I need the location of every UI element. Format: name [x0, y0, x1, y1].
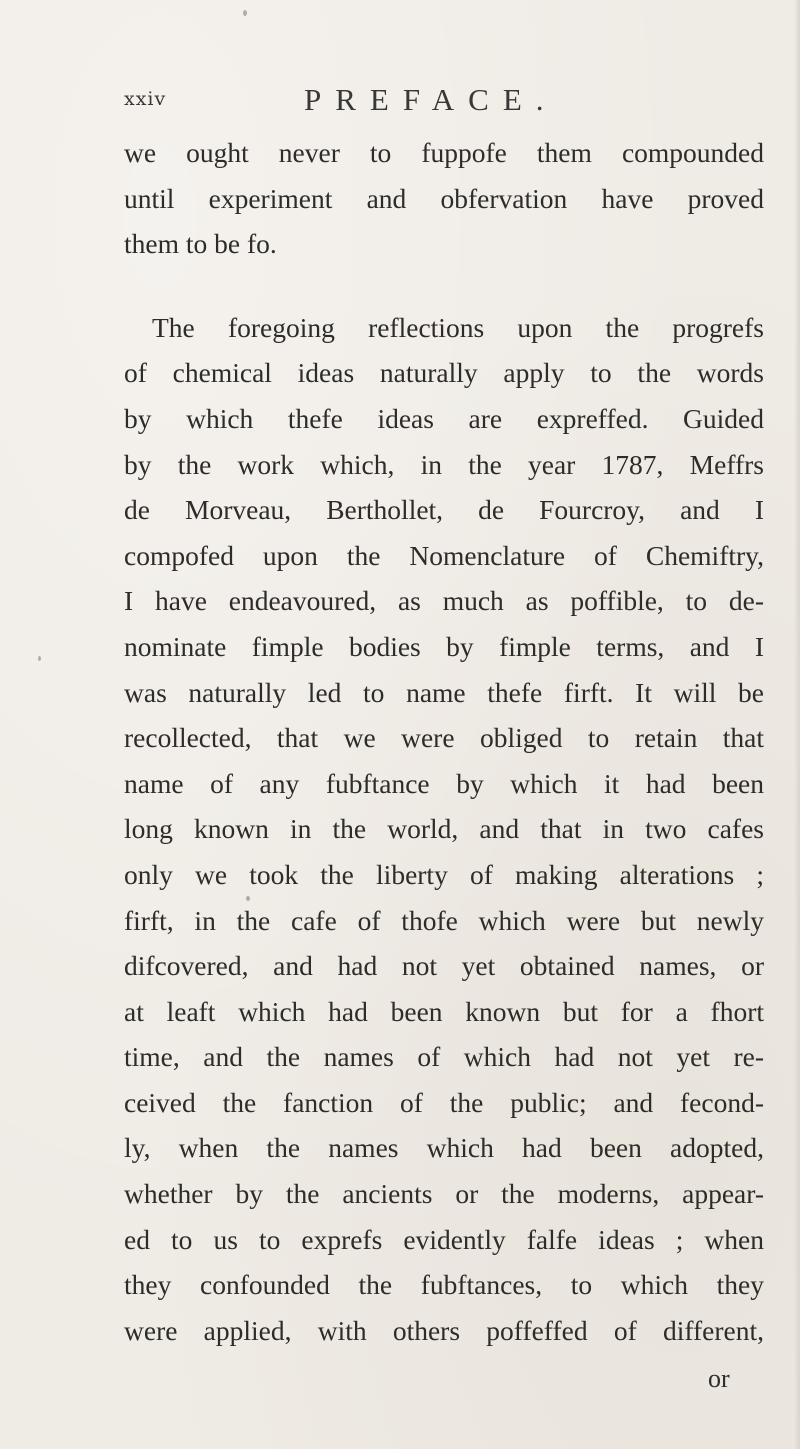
- text-line: we ought never to fuppofe them compounded: [124, 137, 764, 168]
- page-number: xxiv: [124, 88, 167, 110]
- paper-speck: [243, 10, 247, 16]
- body-text: [124, 130, 764, 1353]
- text-line: long known in the world, and that in two cafes: [124, 813, 764, 845]
- text-line: of chemical ideas naturally apply to the words: [124, 357, 764, 389]
- text-line: by the work which, in the year 1787, Meffrs: [124, 448, 764, 480]
- text-line: ed to us to exprefs evidently falfe ideas ; when: [124, 1223, 764, 1255]
- paragraph: [124, 130, 764, 267]
- text-line: name of any fubftance by which it had been: [124, 767, 764, 799]
- text-line: until experiment and obfervation have proved: [124, 182, 764, 214]
- text-line: The foregoing reflections upon the progrefs: [152, 311, 764, 343]
- text-line: firft, in the cafe of thofe which were but newly: [124, 904, 764, 936]
- paragraph-gap: [124, 267, 764, 305]
- paper-speck: [246, 896, 250, 901]
- text-line: compofed upon the Nomenclature of Chemiftry,: [124, 539, 764, 571]
- catchword: or: [708, 1364, 730, 1393]
- text-line: de Morveau, Berthollet, de Fourcroy, and I: [124, 494, 764, 526]
- text-line: them to be fo.: [124, 228, 277, 260]
- running-head: PREFACE.: [304, 82, 558, 117]
- text-line: difcovered, and had not yet obtained names, or: [124, 950, 764, 982]
- text-line: they confounded the fubftances, to which they: [124, 1269, 764, 1301]
- text-line: ceived the fanction of the public; and fecond-: [124, 1086, 764, 1118]
- text-line: I have endeavoured, as much as poffible, to de-: [124, 585, 764, 617]
- text-line: whether by the ancients or the moderns, appear-: [124, 1178, 764, 1210]
- text-line: time, and the names of which had not yet re-: [124, 1041, 764, 1073]
- text-line: by which thefe ideas are expreffed. Guided: [124, 402, 764, 434]
- text-line: nominate fimple bodies by fimple terms, and I: [124, 630, 764, 662]
- page-header: [124, 82, 764, 126]
- text-line: only we took the liberty of making alterations ;: [124, 858, 764, 890]
- paper-speck: [38, 656, 41, 661]
- text-line: at leaft which had been known but for a fhort: [124, 995, 764, 1027]
- page-edge-shadow: [794, 0, 800, 1449]
- text-line: ly, when the names which had been adopted,: [124, 1132, 764, 1164]
- text-line: was naturally led to name thefe firft. It will be: [124, 676, 764, 708]
- paragraph: [124, 305, 764, 1354]
- text-line: recollected, that we were obliged to retain that: [124, 722, 764, 754]
- text-line: were applied, with others poffeffed of different,: [124, 1314, 764, 1346]
